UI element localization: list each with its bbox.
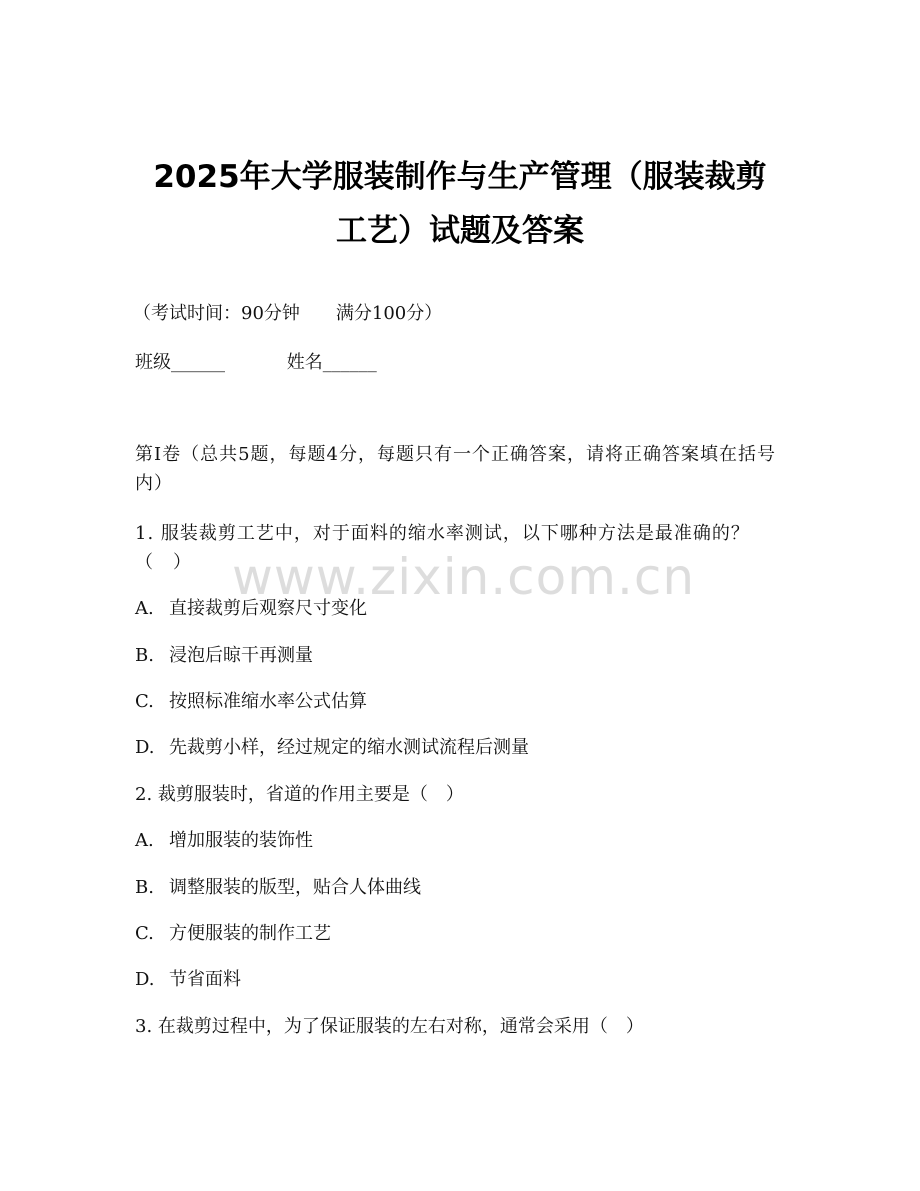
class-field: 班级______	[135, 352, 225, 373]
student-info-row	[135, 351, 377, 375]
option-text: 方便服装的制作工艺	[169, 923, 331, 944]
section-instructions: 第I卷（总共5题，每题4分，每题只有一个正确答案，请将正确答案填在括号内）	[135, 444, 777, 494]
option-label: C.	[135, 923, 154, 944]
option-text: 增加服装的装饰性	[169, 830, 313, 851]
option-text: 浸泡后晾干再测量	[169, 645, 313, 666]
option-label: D.	[135, 737, 155, 758]
question-2-option-a	[135, 829, 313, 853]
question-1-stem: 1. 服装裁剪工艺中，对于面料的缩水率测试，以下哪种方法是最准确的？（ ）	[135, 523, 750, 573]
option-label: B.	[135, 877, 154, 898]
title-line-1: 2025年大学服装制作与生产管理（服装裁剪	[153, 159, 767, 195]
option-text: 节省面料	[169, 969, 241, 990]
question-2-option-d	[135, 968, 241, 992]
question-1-option-d	[135, 736, 529, 760]
question-2-stem: 2. 裁剪服装时，省道的作用主要是（ ）	[135, 784, 464, 805]
question-2-option-c	[135, 922, 331, 946]
option-label: A.	[135, 830, 154, 851]
option-text: 先裁剪小样，经过规定的缩水测试流程后测量	[169, 737, 529, 758]
title-line-2: 工艺）试题及答案	[336, 213, 584, 249]
option-label: B.	[135, 645, 154, 666]
question-1-option-c	[135, 690, 367, 714]
document-title	[100, 150, 820, 258]
exam-info: （考试时间：90分钟 满分100分）	[133, 303, 443, 324]
option-text: 调整服装的版型，贴合人体曲线	[169, 877, 421, 898]
question-3-stem: 3. 在裁剪过程中，为了保证服装的左右对称，通常会采用（ ）	[135, 1016, 644, 1037]
question-2-option-b	[135, 876, 421, 900]
option-text: 直接裁剪后观察尺寸变化	[169, 598, 367, 619]
watermark: www.zixin.com.cn	[232, 548, 696, 606]
option-label: D.	[135, 969, 155, 990]
question-1-option-b	[135, 644, 313, 668]
option-label: A.	[135, 598, 154, 619]
option-text: 按照标准缩水率公式估算	[169, 691, 367, 712]
name-field: 姓名______	[286, 352, 377, 373]
option-label: C.	[135, 691, 154, 712]
